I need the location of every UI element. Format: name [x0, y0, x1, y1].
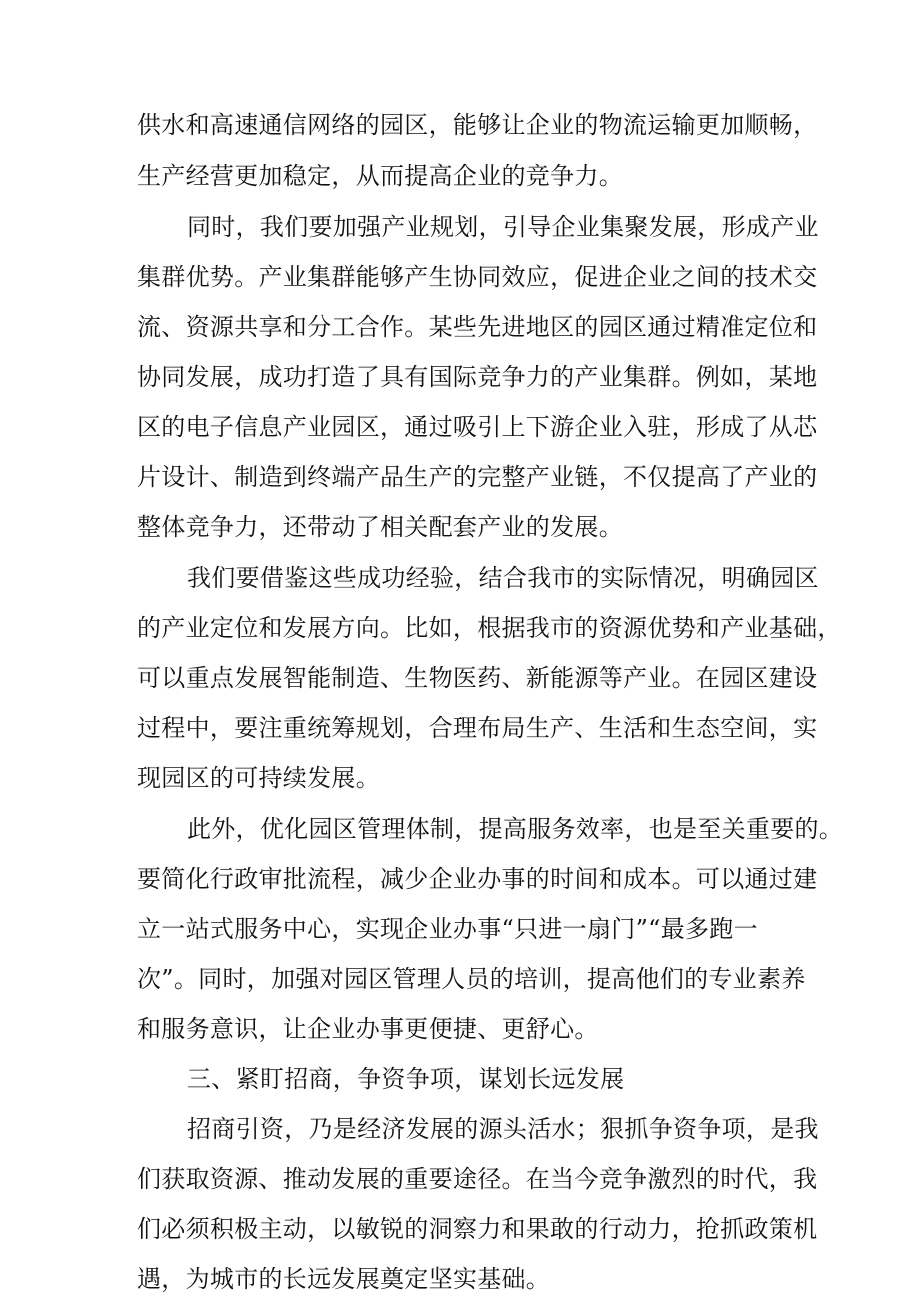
text-line: 的产业定位和发展方向。比如，根据我市的资源优势和产业基础，	[137, 614, 842, 642]
text-line: 现园区的可持续发展。	[137, 764, 380, 792]
text-line: 要简化行政审批流程，减少企业办事的时间和成本。可以通过建	[137, 865, 818, 893]
text-line: 协同发展，成功打造了具有国际竞争力的产业集群。例如，某地	[137, 363, 818, 391]
text-line: 次”。同时，加强对园区管理人员的培训，提高他们的专业素养	[137, 965, 806, 993]
text-line: 区的电子信息产业园区，通过吸引上下游企业入驻，形成了从芯	[137, 413, 818, 441]
text-line: 整体竞争力，还带动了相关配套产业的发展。	[137, 513, 623, 541]
paragraph-start-line: 此外，优化园区管理体制，提高服务效率，也是至关重要的。	[187, 815, 844, 843]
text-line: 流、资源共享和分工合作。某些先进地区的园区通过精准定位和	[137, 313, 818, 341]
section-heading: 三、紧盯招商，争资争项，谋划长远发展	[187, 1065, 625, 1093]
paragraph-start-line: 招商引资，乃是经济发展的源头活水；狠抓争资争项，是我	[187, 1115, 819, 1143]
text-line: 立一站式服务中心，实现企业办事“只进一扇门”“最多跑一	[137, 915, 758, 943]
paragraph-start-line: 我们要借鉴这些成功经验，结合我市的实际情况，明确园区	[187, 564, 819, 592]
text-line: 供水和高速通信网络的园区，能够让企业的物流运输更加顺畅，	[137, 111, 818, 139]
text-line: 和服务意识，让企业办事更便捷、更舒心。	[137, 1015, 599, 1043]
text-line: 们必须积极主动，以敏锐的洞察力和果敢的行动力，抢抓政策机	[137, 1215, 818, 1243]
text-line: 遇，为城市的长远发展奠定坚实基础。	[137, 1265, 551, 1293]
text-line: 们获取资源、推动发展的重要途径。在当今竞争激烈的时代，我	[137, 1165, 818, 1193]
text-line: 生产经营更加稳定，从而提高企业的竞争力。	[137, 162, 623, 190]
paragraph-start-line: 同时，我们要加强产业规划，引导企业集聚发展，形成产业	[187, 213, 819, 241]
text-line: 可以重点发展智能制造、生物医药、新能源等产业。在园区建设	[137, 664, 818, 692]
text-line: 片设计、制造到终端产品生产的完整产业链，不仅提高了产业的	[137, 463, 818, 491]
text-line: 集群优势。产业集群能够产生协同效应，促进企业之间的技术交	[137, 263, 818, 291]
text-line: 过程中，要注重统筹规划，合理布局生产、生活和生态空间，实	[137, 714, 818, 742]
